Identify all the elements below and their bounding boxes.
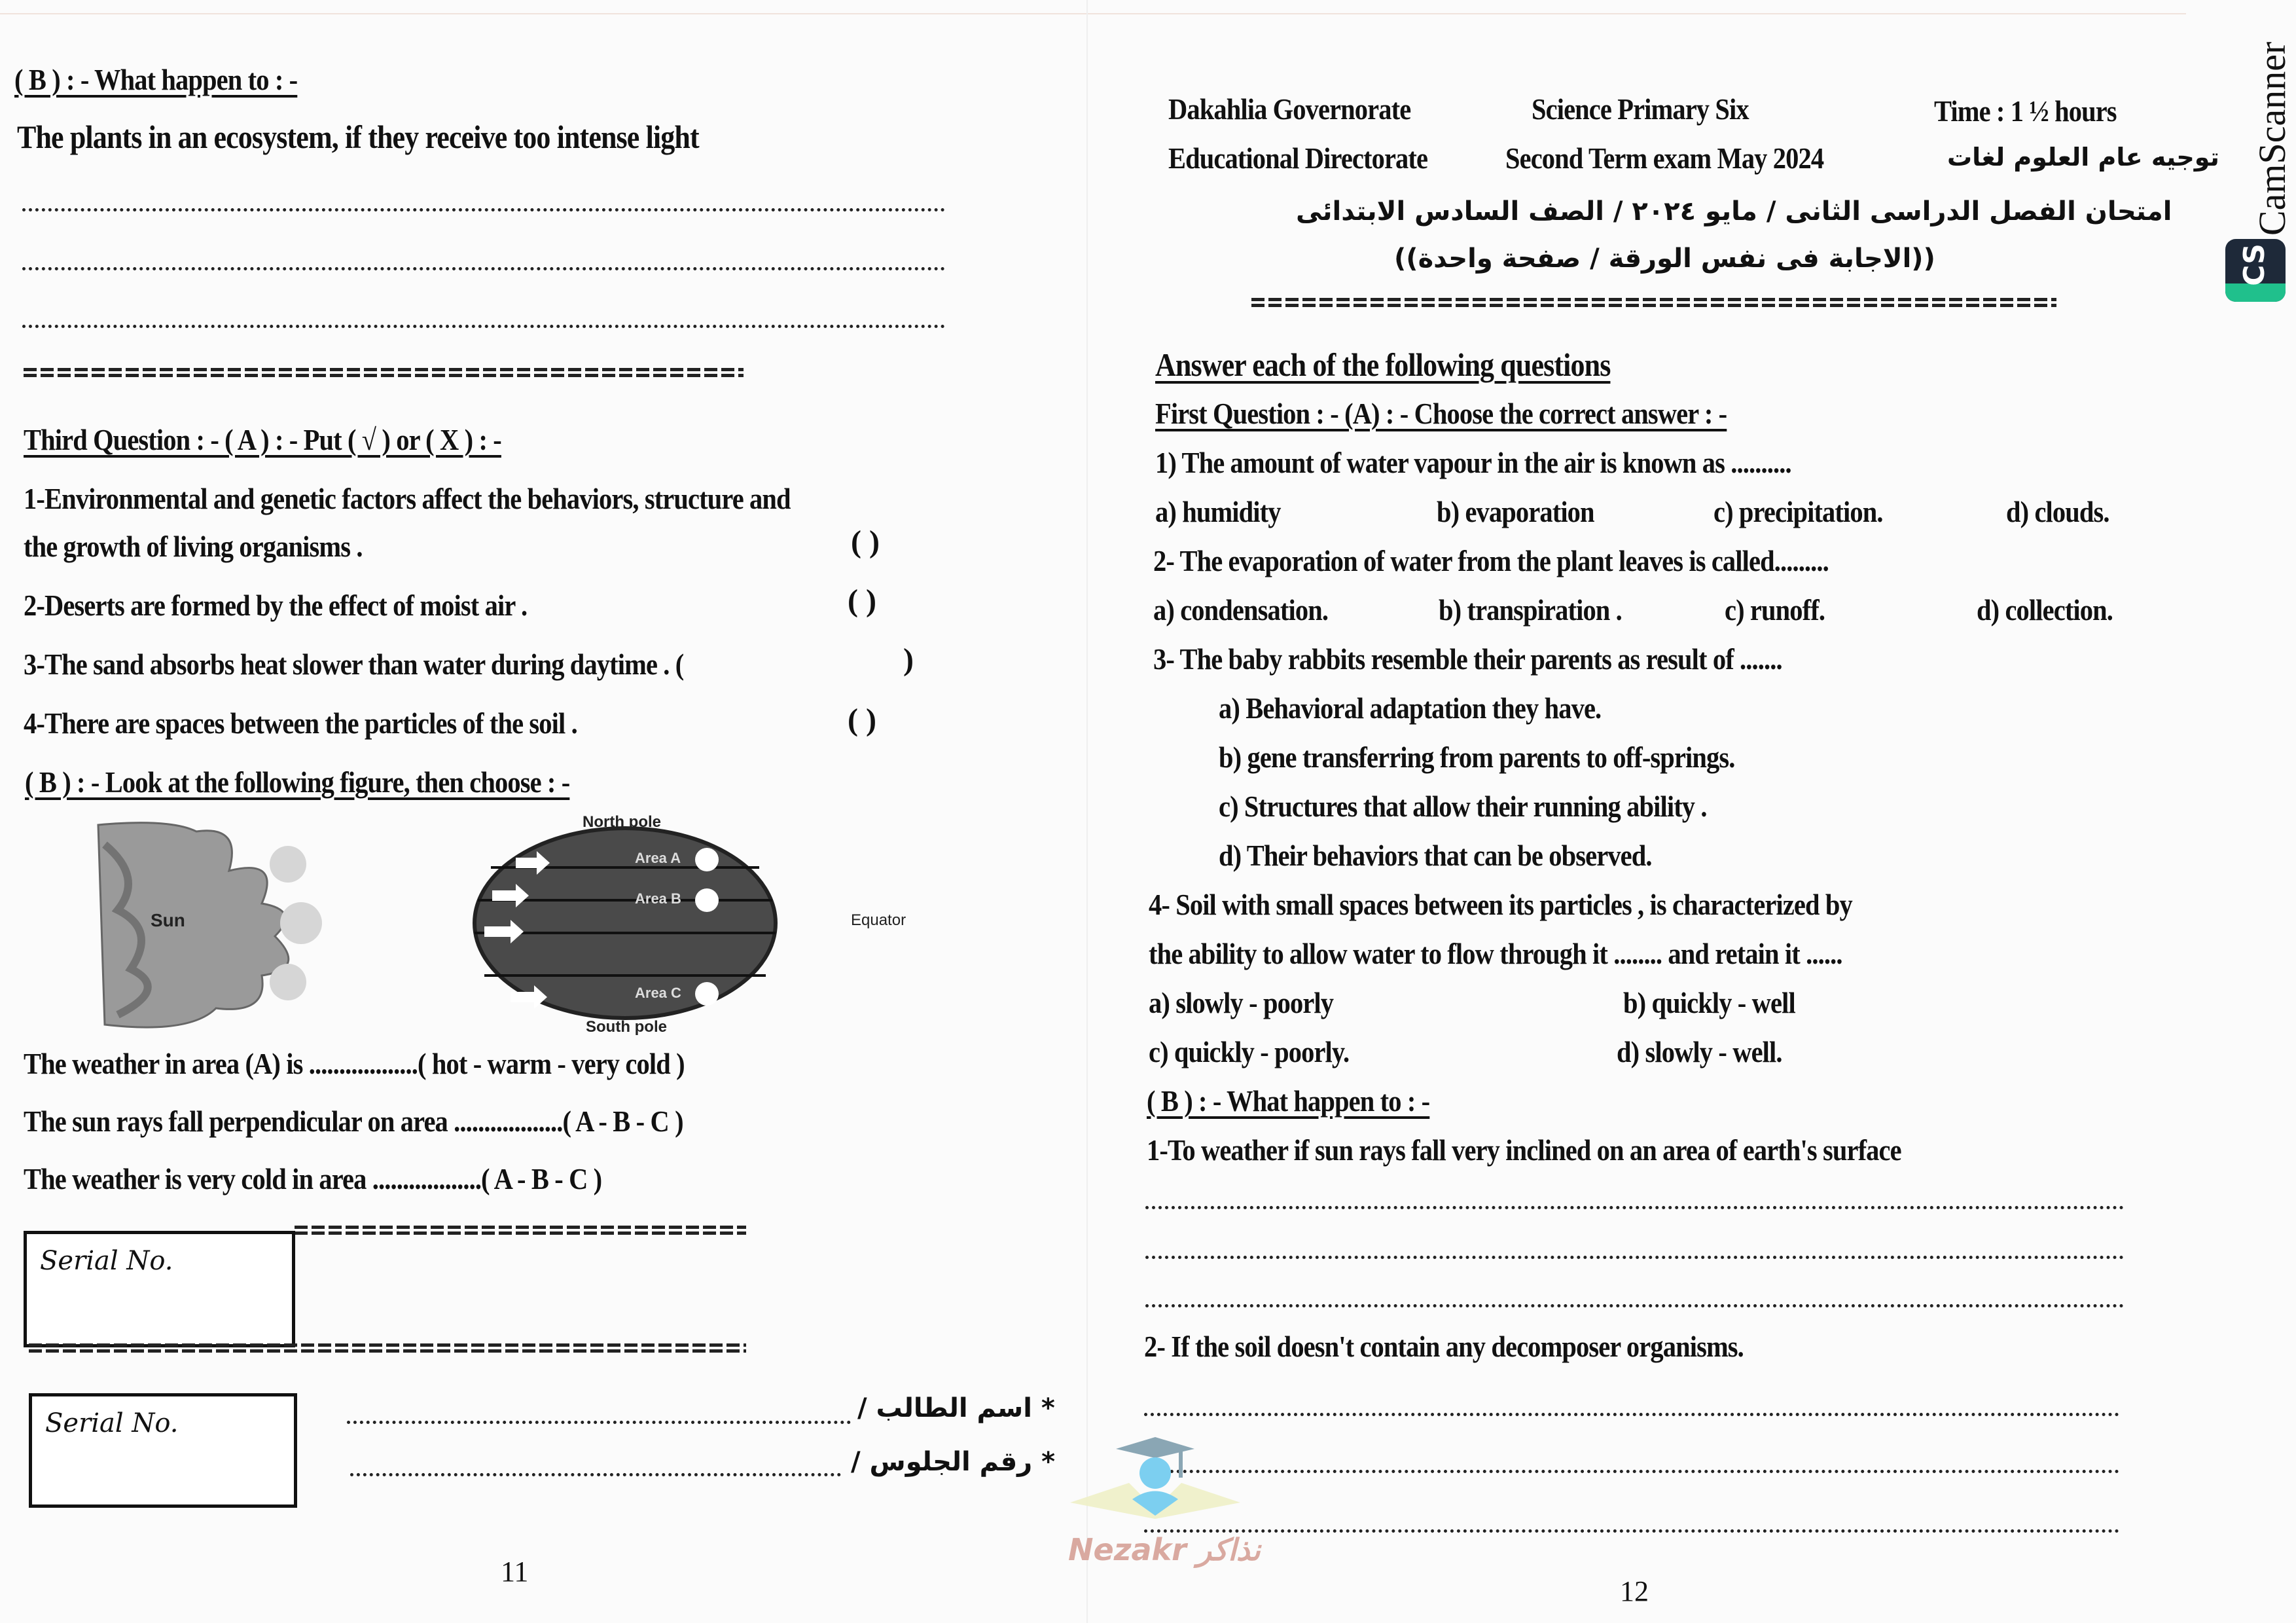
mcq-2-option-c[interactable]: c) runoff. — [1725, 593, 1825, 627]
sun-label: Sun — [151, 910, 185, 930]
figure-heading: ( B ) : - Look at the following figure, then choose : - — [25, 765, 570, 799]
sun-illustration — [98, 823, 322, 1027]
mcq-1-option-b[interactable]: b) evaporation — [1437, 495, 1594, 528]
header-arabic-exam-title: امتحان الفصل الدراسى الثانى / مايو ٢٠٢٤ / الصف السادس الابتدائى — [1296, 196, 2172, 227]
section-b-item-2: 2- If the soil doesn't contain any decomposer organisms. — [1144, 1330, 1744, 1363]
mcq-1-question: 1) The amount of water vapour in the air is known as .......... — [1155, 446, 1791, 479]
section-separator — [24, 368, 744, 377]
answer-line[interactable] — [22, 325, 945, 328]
camscanner-logo-text: CS — [2237, 244, 2271, 286]
answer-line[interactable] — [1144, 1529, 2119, 1533]
mcq-4-option-d[interactable]: d) slowly - well. — [1617, 1035, 1782, 1068]
mcq-4-question-cont: the ability to allow water to flow through it ........ and retain it ...... — [1149, 937, 1842, 970]
top-edge-line — [0, 13, 2186, 14]
header-arabic-supervision: توجيه عام العلوم لغات — [1947, 143, 2219, 172]
answer-line[interactable] — [1144, 1413, 2119, 1416]
student-name-label: * اسم الطالب / — [857, 1393, 1055, 1423]
answer-line[interactable] — [22, 267, 945, 270]
serial-number-label: Serial No. — [40, 1246, 173, 1276]
answer-line[interactable] — [22, 208, 945, 211]
header-separator — [1251, 298, 2056, 307]
mcq-3-option-d[interactable]: d) Their behaviors that can be observed. — [1219, 839, 1652, 872]
student-name-field[interactable] — [347, 1421, 851, 1424]
header-subject: Science Primary Six — [1532, 92, 1749, 126]
watermark-text: Nezakr نذاكر — [1068, 1532, 1261, 1567]
third-question-heading: Third Question : - ( A ) : - Put ( √ ) or ( X ) : - — [24, 423, 501, 456]
serial-number-label: Serial No. — [45, 1408, 179, 1438]
mcq-3-question: 3- The baby rabbits resemble their parents as result of ....... — [1153, 642, 1782, 676]
mcq-4-option-b[interactable]: b) quickly - well — [1623, 986, 1795, 1019]
answer-line[interactable] — [1145, 1256, 2124, 1259]
mcq-3-option-a[interactable]: a) Behavioral adaptation they have. — [1219, 691, 1602, 725]
mcq-1-option-c[interactable]: c) precipitation. — [1713, 495, 1883, 528]
mcq-2-option-b[interactable]: b) transpiration . — [1439, 593, 1622, 627]
mcq-4-question: 4- Soil with small spaces between its particles , is characterized by — [1149, 888, 1852, 921]
south-pole-label: South pole — [586, 1018, 667, 1036]
figure-svg — [92, 818, 969, 1034]
first-question-heading: First Question : - (A) : - Choose the correct answer : - — [1155, 397, 1727, 430]
camscanner-logo-icon — [2225, 239, 2286, 302]
tf-item-4: 4-There are spaces between the particles of the soil . — [24, 706, 577, 740]
section-separator — [295, 1226, 746, 1235]
header-directorate: Educational Directorate — [1168, 141, 1428, 175]
right-section-b-heading: ( B ) : - What happen to : - — [1147, 1084, 1430, 1118]
section-b-heading: ( B ) : - What happen to : - — [14, 63, 298, 96]
section-separator — [29, 1343, 746, 1353]
page-divider — [1086, 0, 1088, 1623]
header-exam: Second Term exam May 2024 — [1505, 141, 1824, 175]
mcq-2-question: 2- The evaporation of water from the plant leaves is called......... — [1153, 544, 1829, 577]
tf-answer-box-1[interactable]: ( ) — [851, 524, 880, 559]
page-number-left: 11 — [501, 1556, 529, 1588]
seat-number-field[interactable] — [350, 1473, 841, 1476]
earth-illustration — [475, 828, 776, 1018]
answer-line[interactable] — [1145, 1206, 2124, 1209]
answer-line[interactable] — [1144, 1470, 2119, 1473]
area-c-label: Area C — [635, 985, 681, 1001]
answer-line[interactable] — [1145, 1304, 2124, 1307]
sun-earth-figure — [92, 813, 969, 1036]
graduate-book-icon — [1057, 1437, 1253, 1529]
main-heading: Answer each of the following questions — [1155, 346, 1611, 383]
mcq-1-option-a[interactable]: a) humidity — [1155, 495, 1281, 528]
area-b-label: Area B — [635, 890, 681, 907]
tf-answer-box-3[interactable]: ) — [903, 642, 914, 677]
serial-number-box[interactable] — [29, 1393, 297, 1508]
header-arabic-instruction: ((الاجابة فى نفس الورقة / صفحة واحدة)) — [1394, 244, 1935, 274]
camscanner-logo-stripe — [2225, 283, 2286, 302]
nezakr-logo — [1057, 1437, 1253, 1529]
section-b-prompt: The plants in an ecosystem, if they receive too intense light — [17, 119, 699, 155]
equator-label: Equator — [851, 911, 906, 929]
page-number-right: 12 — [1620, 1575, 1649, 1607]
figure-question-2: The sun rays fall perpendicular on area ..................( A - B - C ) — [24, 1104, 683, 1138]
header-time: Time : 1 ½ hours — [1934, 94, 2117, 128]
section-b-item-1: 1-To weather if sun rays fall very inclined on an area of earth's surface — [1147, 1133, 1901, 1167]
tf-item-2: 2-Deserts are formed by the effect of moist air . — [24, 589, 528, 622]
camscanner-text: CamScanner — [2251, 41, 2293, 236]
figure-question-1: The weather in area (A) is ..................( hot - warm - very cold ) — [24, 1047, 685, 1080]
mcq-3-option-c[interactable]: c) Structures that allow their running ability . — [1219, 790, 1707, 823]
tf-item-1-line2: the growth of living organisms . — [24, 530, 363, 563]
tf-item-3: 3-The sand absorbs heat slower than water during daytime . ( — [24, 647, 684, 681]
header-governorate: Dakahlia Governorate — [1168, 92, 1411, 126]
area-a-label: Area A — [635, 850, 681, 866]
seat-number-label: * رقم الجلوس / — [851, 1447, 1056, 1477]
mcq-2-option-d[interactable]: d) collection. — [1977, 593, 2113, 627]
serial-number-box[interactable] — [24, 1231, 295, 1347]
mcq-3-option-b[interactable]: b) gene transferring from parents to off-springs. — [1219, 740, 1735, 774]
tf-answer-box-4[interactable]: ( ) — [848, 702, 876, 737]
mcq-4-option-c[interactable]: c) quickly - poorly. — [1149, 1035, 1350, 1068]
tf-answer-box-2[interactable]: ( ) — [848, 583, 876, 618]
figure-question-3: The weather is very cold in area ..................( A - B - C ) — [24, 1162, 602, 1195]
mcq-2-option-a[interactable]: a) condensation. — [1153, 593, 1329, 627]
north-pole-label: North pole — [583, 813, 661, 831]
mcq-4-option-a[interactable]: a) slowly - poorly — [1149, 986, 1334, 1019]
tf-item-1-line1: 1-Environmental and genetic factors affect the behaviors, structure and — [24, 482, 791, 515]
mcq-1-option-d[interactable]: d) clouds. — [2006, 495, 2109, 528]
